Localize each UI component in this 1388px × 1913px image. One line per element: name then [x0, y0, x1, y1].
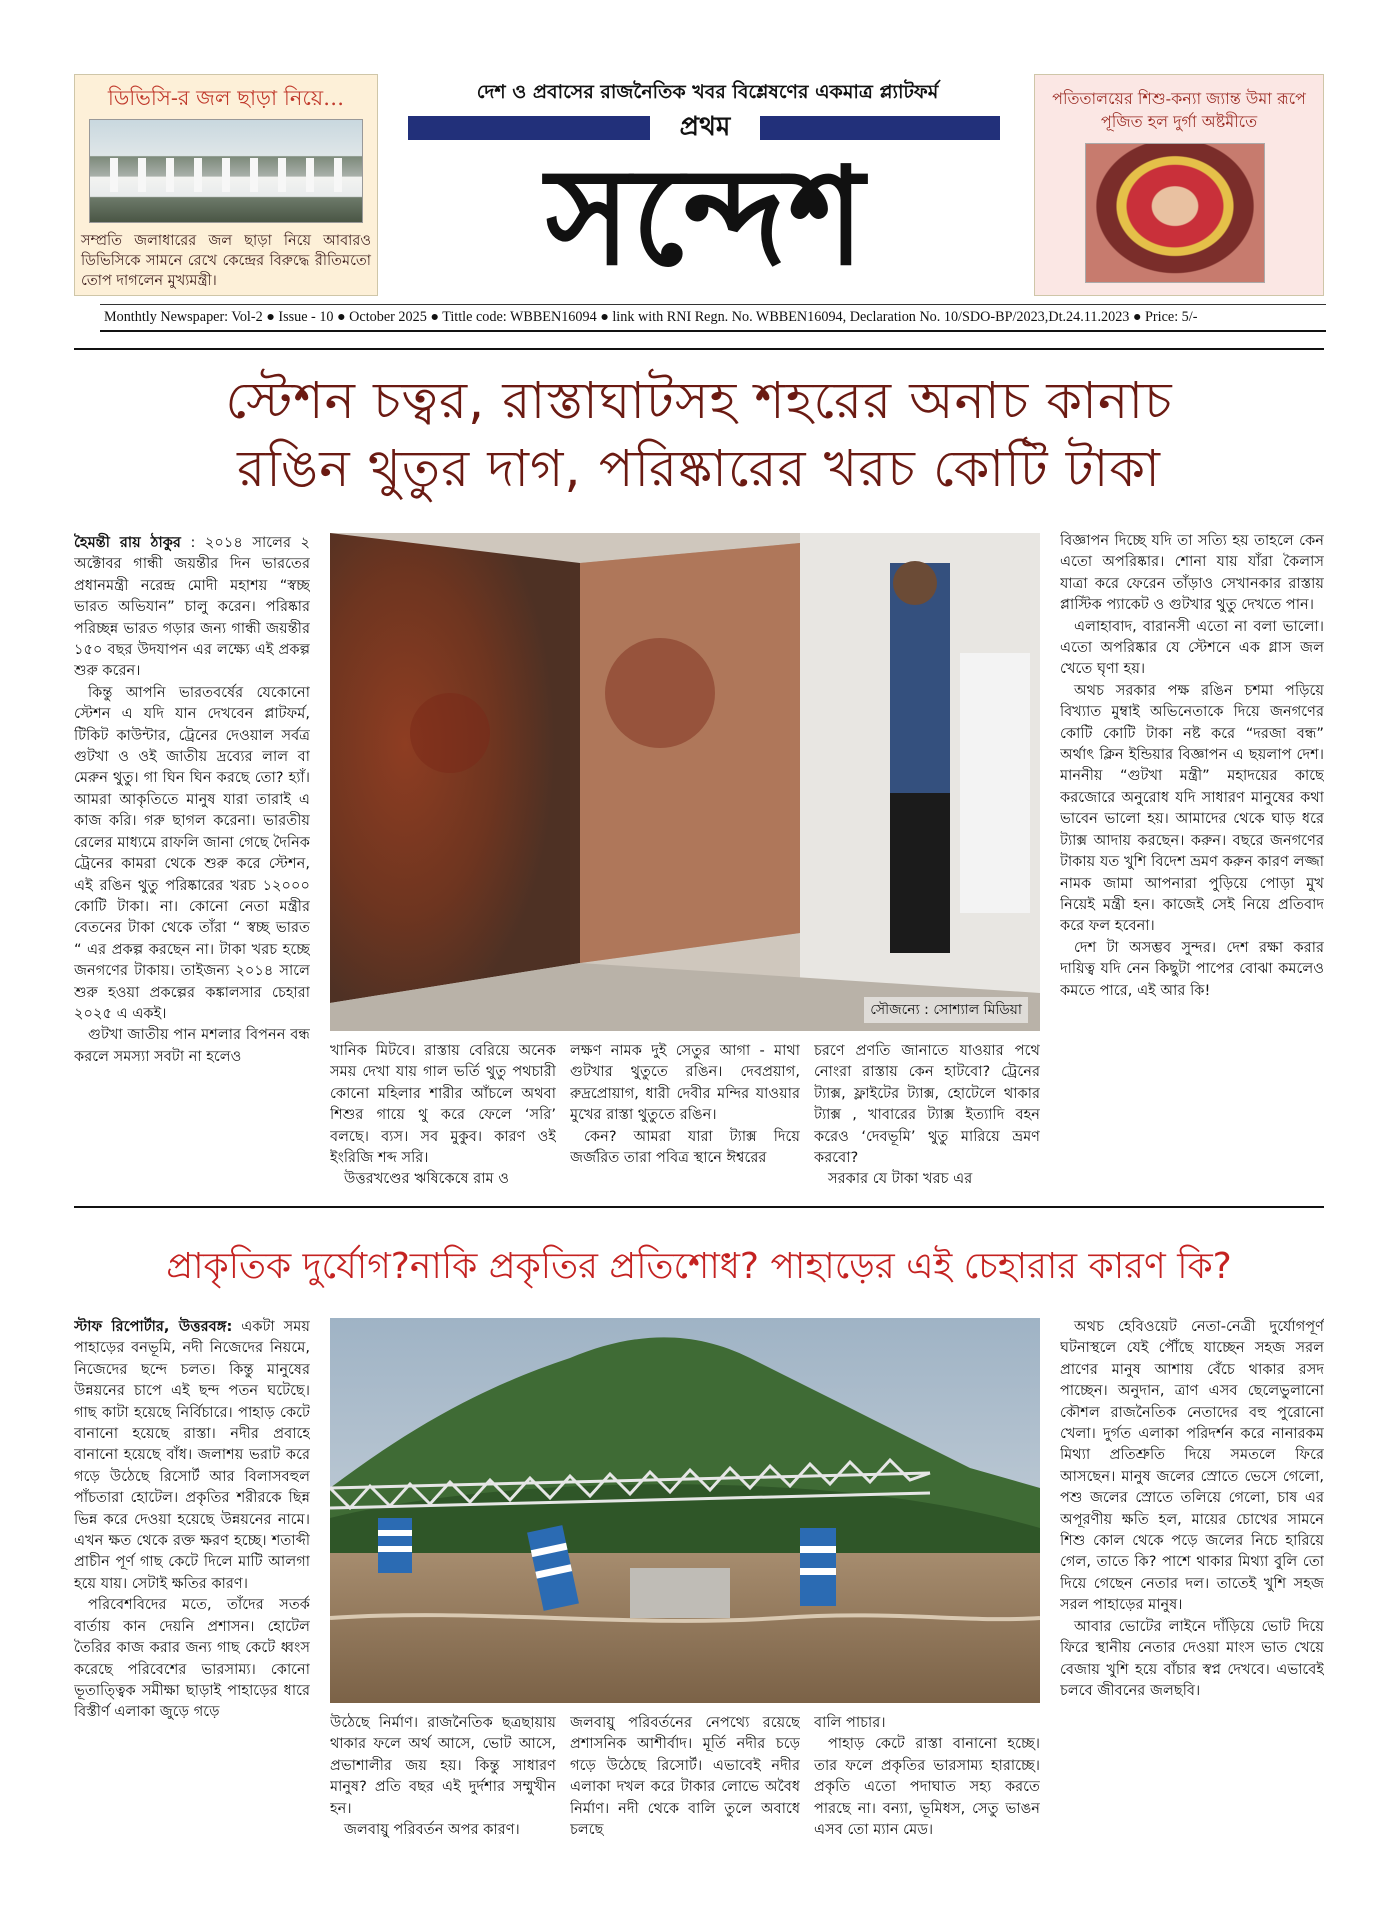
- story1-column-2: [330, 1040, 556, 1188]
- story2-column-3: [570, 1712, 800, 1904]
- story1-column-4: [814, 1040, 1040, 1188]
- story1-byline: হৈমন্তী রায় ঠাকুর: [74, 534, 181, 551]
- dam-photo: [89, 119, 363, 223]
- story2-col1-p2: পরিবেশবিদের মতে, তাঁদের সতর্ক বার্তায় কান দেয়নি প্রশাসন। হোটেল তৈরির কাজ করার জন্য গাছ কেটে ধ্বংস করেছে পরিবেশের ভারসাম্য। কোনো ভূতাত্ত্বিক সমীক্ষা ছাড়াই পাহাড়ের ধারে বিস্তীর্ণ এলাকা জুড়ে গড়ে: [74, 1596, 310, 1721]
- header-rule: [74, 348, 1324, 350]
- story1-headline: [74, 368, 1324, 504]
- story2-col2-p1: উঠেছে নির্মাণ। রাজনৈতিক ছত্রছায়ায় থাকার ফলে অর্থ আসে, ভোট আসে, প্রভাশালীর জয় হয়। কিন্তু সাধারণ মানুষ? প্রতি বছর এই দুর্দশার সম্মুখীন হন।: [330, 1714, 556, 1817]
- story2-col3-p1: জলবায়ু পরিবর্তনের নেপথ্যে রয়েছে প্রশাসনিক আশীর্বাদ। মূর্তি নদীর চড়ে গড়ে উঠেছে রিসোর্ট। এভাবেই নদীর এলাকা দখল করে টাকার লোভে অবৈধ নির্মাণ। নদী থেকে বালি তুলে অবাধে চলছে: [570, 1714, 800, 1839]
- story1-headline-line2: রঙিন থুতুর দাগ, পরিষ্কারের খরচ কোটি টাকা: [237, 440, 1161, 499]
- story2-column-4: [814, 1712, 1040, 1904]
- photo1-caption: সৌজন্যে : সোশ্যাল মিডিয়া: [864, 997, 1028, 1023]
- story1-col1-p3: গুটখা জাতীয় পান মশলার বিপনন বন্ধ করলে সমস্যা সবটা না হলেও: [74, 1026, 310, 1065]
- collapsed-bridge-photo: [330, 1318, 1040, 1703]
- story1-col5-p2: এলাহাবাদ, বারানসী এতো না বলা ভালো। এতো অপরিষ্কার যে স্টেশনে এক গ্লাস জল খেতে ঘৃণা হয়।: [1060, 617, 1324, 678]
- story2-col2-p2: জলবায়ু পরিবর্তন অপর কারণ।: [344, 1821, 520, 1839]
- dvc-teaser-title: ডিভিসি-র জল ছাড়া নিয়ে…: [107, 86, 345, 110]
- station-spit-photo: [330, 533, 1040, 1031]
- girl-photo: [1085, 143, 1265, 283]
- story2-col5-p1: অথচ হেবিওয়েট নেতা-নেত্রী দুর্যোগপূর্ণ ঘটনাস্থলে যেই পৌঁছে যাচ্ছেন সহজ সরল প্রাণের মানুষ আশায় বেঁচে থাকার রসদ পাচ্ছেন। অনুদান, ত্রাণ এসব ছেলেভুলানো কৌশল রাজনৈতিক নেতাদের বহু পুরোনো খেলা। দুর্গত এলাকা পরিদর্শন করে নানারকম মিথ্যা প্রতিশ্রুতি দিয়ে সমতলে ফিরে আসছেন। মানুষ জলের স্রোতে ভেসে গেলো, পশু জলের স্রোতে তলিয়ে গেলো, চাষ এর অপূরণীয় ক্ষতি হল, মায়ের চোখের সামনে শিশু কোল থেকে পড়ে জলের নিচে হারিয়ে গেল, তাতে কি? পাশে থাকার মিথ্যা বুলি তো দিয়ে গেছেন নেতার দল। তাতেই খুশি সহজ সরল পাহাড়ের মানুষ।: [1060, 1318, 1324, 1614]
- story1-column-3: [570, 1040, 800, 1188]
- story1-col5-p3: অথচ সরকার পক্ষ রঙিন চশমা পড়িয়ে বিখ্যাত মুম্বাই অভিনেতাকে দিয়ে জনগণের কোটি কোটি টাকা নষ্ট করে “দরজা বন্ধ” অর্থাৎ ক্লিন ইন্ডিয়ার বিজ্ঞাপন এ ছয়লাপ দেশ। মাননীয় “গুটখা মন্ত্রী” মহাদয়ের কাছে করজোরে অনুরোধ যদি সাধারণ মানুষের কথা ভাবেন ভালো হয়। আমাদের থেকে ঘাড় ধরে ট্যাক্স আদায় করছেন। করুন। বছরে জনগণের টাকায় যত খুশি বিদেশ ভ্রমণ করুন কারণ লজ্জা নামক জামা আপনারা পুড়িয়ে পোড়া মুখ নিয়েই মন্ত্রী হন। কাজেই সেই নিয়ে প্রতিবাদ করে ফল হবেনা।: [1060, 681, 1324, 935]
- story1-col2-p1: খানিক মিটবে। রাস্তায় বেরিয়ে অনেক সময় দেখা যায় গাল ভর্তি থুতু পথচারী কোনো মহিলার শারীর আঁচলে অথবা শিশুর গায়ে থু করে ফেলে ‘সরি’ বলছে। ব্যস। সব মুকুব। কারণ ওই ইংরিজি শব্দ সরি।: [330, 1042, 556, 1167]
- story1-column-1: [74, 532, 310, 1184]
- story1-col2-p2: উত্তরখণ্ডের ঋষিকেষে রাম ও: [344, 1170, 509, 1188]
- story1-col3-p1: লক্ষণ নামক দুই সেতুর আগা - মাথা গুটখার থুতুতে রঙিন। দেবপ্রয়াগ, রুদ্রপ্রোয়াগ, ধারী দেবীর মন্দির যাওয়ার মুখের রাস্তা থুতুতে রঙিন।: [570, 1042, 800, 1124]
- newspaper-title: সন্দেশ: [545, 139, 867, 296]
- story1-col1-p1: : ২০১৪ সালের ২ অক্টোবর গান্ধী জয়ন্তীর দিন ভারতের প্রধানমন্ত্রী নরেন্দ্র মোদী মহাশয় “স্বচ্ছ ভারত অভিযান” চালু করেন। পরিষ্কার পরিচ্ছন্ন ভারত গড়ার জন্য গান্ধী জয়ন্তীর ১৫০ বছর উদযাপন এর লক্ষ্যে এই প্রকল্প শুরু করেন।: [74, 534, 310, 680]
- masthead-pratham: প্রথম: [650, 110, 760, 144]
- dvc-teaser-box[interactable]: [74, 74, 378, 296]
- story1-col3-p2: কেন? আমরা যারা ট্যাক্স দিয়ে জর্জরিত তারা পবিত্র স্থানে ঈশ্বরের: [570, 1127, 800, 1167]
- dvc-teaser-text: সম্প্রতি জলাধারের জল ছাড়া নিয়ে আবারও ডিভিসিকে সামনে রেখে কেন্দ্রের বিরুদ্ধে রীতিমতো তোপ দাগলেন মুখ্যমন্ত্রী।: [81, 233, 371, 290]
- story1-headline-line1: স্টেশন চত্বর, রাস্তাঘাটসহ শহরের অনাচ কানাচ: [225, 372, 1173, 431]
- uma-teaser-title: পতিতালয়ের শিশু-কন্যা জ্যান্ত উমা রূপে পূজিত হল দুর্গা অষ্টমীতে: [1052, 89, 1306, 132]
- story2-col5-p2: আবার ভোটের লাইনে দাঁড়িয়ে ভোট দিয়ে ফিরে স্থানীয় নেতার দেওয়া মাংস ভাত খেয়ে বেজায় খুশি হয়ে বাঁচার স্বপ্ন দেখবে। এভাবেই চলবে জীবনের জলছবি।: [1060, 1617, 1324, 1699]
- story1-col4-p1: চরণে প্রণতি জানাতে যাওয়ার পথে নোংরা রাস্তায় কেন হাটবো? ট্রেনের ট্যাক্স, ফ্লাইটের ট্যাক্স, হোটেলে থাকার ট্যাক্স , খাবারের ট্যাক্স ইত্যাদি বহন করেও ‘দেবভূমি’ থুতু মারিয়ে ভ্রমণ করবো?: [814, 1042, 1040, 1167]
- story1-col5-p1: বিজ্ঞাপন দিচ্ছে যদি তা সত্যি হয় তাহলে কেন এতো অপরিষ্কার। শোনা যায় যাঁরা কৈলাস যাত্রা করে ফেরেন তাঁড়াও সেখানকার রাস্তায় প্লাস্টিক প্যাকেট ও গুটখার থুতু দেখতে পান।: [1060, 532, 1324, 614]
- story2-column-1: [74, 1316, 310, 1906]
- story2-headline: প্রাকৃতিক দুর্যোগ?নাকি প্রকৃতির প্রতিশোধ? পাহাড়ের এই চেহারার কারণ কি?: [166, 1246, 1232, 1287]
- story1-col5-p4: দেশ টা অসম্ভব সুন্দর। দেশ রক্ষা করার দায়িত্ব যদি নেন কিছুটা পাপের বোঝা কমলেও কমতে পারে, এই আর কি!: [1060, 938, 1324, 999]
- story2-column-5: [1060, 1316, 1324, 1906]
- story1-column-5: [1060, 530, 1324, 1190]
- story1-col4-p2: সরকার যে টাকা খরচ এর: [828, 1170, 973, 1188]
- uma-teaser-box[interactable]: [1034, 74, 1324, 296]
- story1-col1-p2: কিন্তু আপনি ভারতবর্ষের যেকোনো স্টেশন এ যদি যান দেখবেন প্লাটফর্ম, টিকিট কাউন্টার, ট্রেনের দেওয়াল সর্বত্র গুটখা ও ওই জাতীয় দ্রব্যের লাল বা মেরুন থুতু। গা ঘিন ঘিন করছে তো? হ্যাঁ। আমরা আকৃতিতে মানুষ যারা তারাই এ কাজ করি। গরু ছাগল করেনা। ভারতীয় রেলের মাধ্যমে রাফলি জানা গেছে দৈনিক ট্রেনের কামরা থেকে শুরু করে স্টেশন, এই রঙিন থুতু পরিষ্কারের খরচ ১২০০০ কোটি টাকা। না। কোনো নেতা মন্ত্রীর বেতনের টাকা থেকে তাঁরা “ স্বচ্ছ ভারত “ এর প্রকল্প করছেন না। টাকা খরচ হচ্ছে জনগণের টাকায়। তাইজন্য ২০১৪ সালে শুরু হওয়া প্রকল্পের কঙ্কালসার চেহারা ২০২৫ এ একই।: [74, 683, 310, 1022]
- story2-column-2: [330, 1712, 556, 1904]
- story2-col4-p2: পাহাড় কেটে রাস্তা বানানো হচ্ছে। তার ফলে প্রকৃতির ভারসাম্য হারাচ্ছে। প্রকৃতি এতো পদাঘাত সহ্য করতে পারছে না। বন্যা, ভূমিধস, সেতু ভাঙন এসব তো ম্যান মেড।: [814, 1735, 1040, 1839]
- story2-col1-p1: একটা সময় পাহাড়ের বনভূমি, নদী নিজেদের নিয়মে, নিজেদের ছন্দে চলত। কিন্তু মানুষের উন্নয়নের চাপে এই ছন্দ পতন ঘটেছে। গাছ কাটা হয়েছে নির্বিচারে। পাহাড় কেটে বানানো হয়েছে রাস্তা। নদীর প্রবাহে বানানো হয়েছে বাঁধ। জলাশয় ভরাট করে গড়ে উঠেছে রিসোর্ট আর বিলাসবহুল পাঁচতারা হোটেল। প্রকৃতির শরীরকে ছিন্ন ভিন্ন করে দেওয়া হয়েছে উন্নয়নের নামে। এখন ক্ষত থেকে রক্ত ক্ষরণ হচ্ছে। শতাব্দী প্রাচীন পূর্ণ গাছ কেটে দিলে মাটি আলগা হয়ে যায়। সেটাই ক্ষতির কারণ।: [74, 1318, 310, 1592]
- masthead-tagline: দেশ ও প্রবাসের রাজনৈতিক খবর বিশ্লেষণের একমাত্র প্ল্যাটফর্ম: [476, 81, 939, 103]
- story-separator-rule: [74, 1206, 1324, 1208]
- story2-byline: স্টাফ রিপোর্টার, উত্তরবঙ্গ:: [74, 1318, 233, 1335]
- issue-info-line: Monthtly Newspaper: Vol-2 ● Issue - 10 ● October 2025 ● Tittle code: WBBEN16094 ● link with RNI Regn. No. WBBEN16094, Declaration No. 10/SDO-BP/2023,Dt.24.11.2023 ● Price: 5/-: [100, 304, 1326, 332]
- story2-col4-p1: বালি পাচার।: [814, 1714, 886, 1731]
